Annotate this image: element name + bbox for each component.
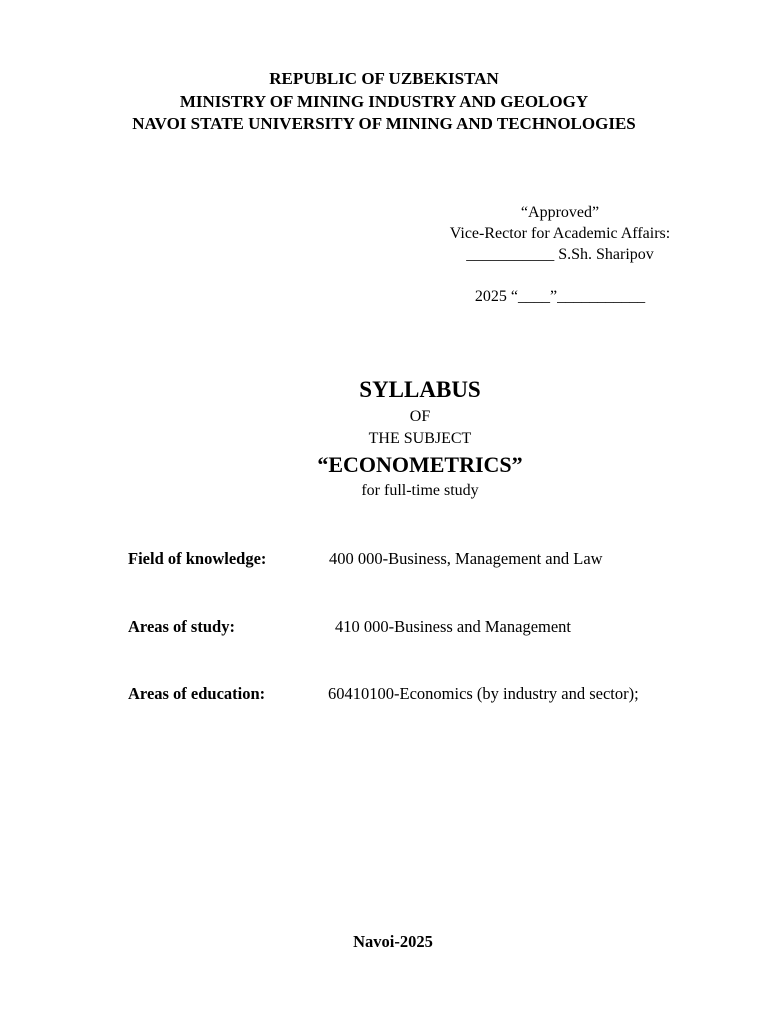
areas-of-study-label: Areas of study: [128, 617, 235, 636]
field-of-knowledge-value: 400 000-Business, Management and Law [329, 549, 603, 568]
approver-signature: ___________ S.Sh. Sharipov [466, 246, 654, 263]
title-the-subject: THE SUBJECT [368, 430, 472, 447]
approval-block [420, 202, 700, 307]
title-of: OF [409, 408, 431, 425]
header-university: NAVOI STATE UNIVERSITY OF MINING AND TECHNOLOGIES [132, 114, 636, 133]
approved-label: “Approved” [520, 204, 600, 221]
subject-name: “ECONOMETRICS” [317, 452, 523, 477]
document-header [0, 68, 768, 136]
footer-place-year: Navoi-2025 [353, 932, 433, 951]
syllabus-title: SYLLABUS [359, 377, 481, 402]
areas-of-education-value: 60410100-Economics (by industry and sector); [328, 684, 639, 703]
approver-position: Vice-Rector for Academic Affairs: [449, 225, 671, 242]
header-country: REPUBLIC OF UZBEKISTAN [269, 69, 499, 88]
header-ministry: MINISTRY OF MINING INDUSTRY AND GEOLOGY [179, 91, 589, 111]
field-of-knowledge-label: Field of knowledge: [128, 549, 267, 568]
areas-of-study-value: 410 000-Business and Management [335, 617, 572, 636]
study-mode: for full-time study [361, 482, 479, 499]
title-block [0, 374, 768, 502]
areas-of-education-label: Areas of education: [128, 684, 266, 703]
approval-date: 2025 “____”___________ [474, 288, 646, 305]
